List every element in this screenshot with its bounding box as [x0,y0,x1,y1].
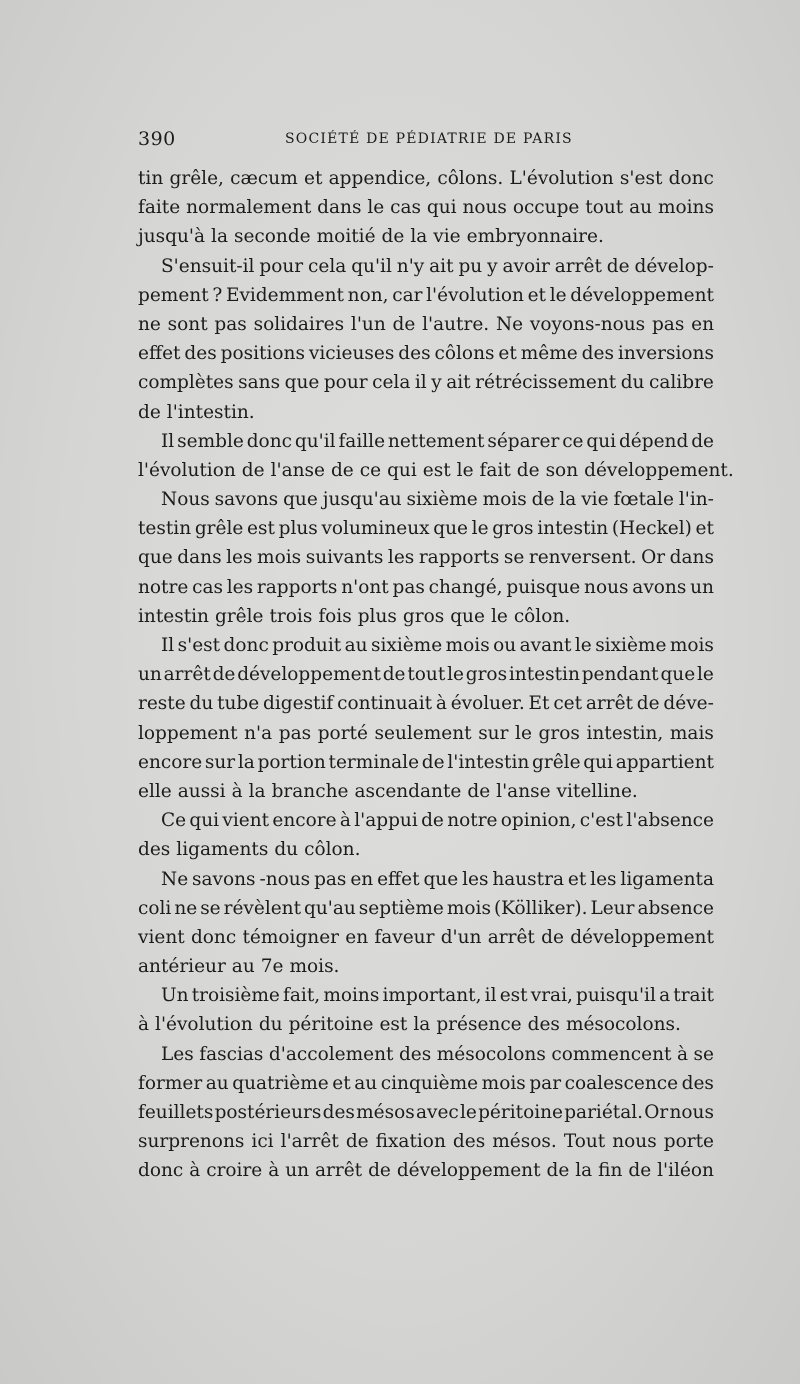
text-line: à l'évolution du péritoine est la présence des mésocolons. [138,1014,681,1036]
page-number: 390 [138,128,176,150]
text-line: S'ensuit-il pour cela qu'il n'y ait pu y avoir arrêt de dévelop- [161,255,714,277]
text-line: pement ? Evidemment non, car l'évolution et le développement [138,284,714,306]
text-line: des ligaments du côlon. [138,839,361,861]
text-line: de l'intestin. [138,401,255,423]
text-line: coli ne se révèlent qu'au septième mois (Kölliker). Leur absence [138,897,714,919]
text-line: complètes sans que pour cela il y ait rétrécissement du calibre [138,372,714,394]
text-line: Ne savons -nous pas en effet que les haustra et les ligamenta [161,868,714,890]
text-line: tin grêle, cæcum et appendice, côlons. L'évolution s'est donc [138,168,714,189]
text-line: Les fascias d'accolement des mésocolons commencent à se [161,1043,714,1065]
text-line: former au quatrième et au cinquième mois par coalescence des [138,1072,714,1094]
text-line: Ce qui vient encore à l'appui de notre opinion, c'est l'absence [161,810,714,832]
text-line: notre cas les rapports n'ont pas changé, puisque nous avons un [138,576,714,598]
text-line: antérieur au 7e mois. [138,956,340,978]
text-line: Nous savons que jusqu'au sixième mois de la vie fœtale l'in- [161,489,714,511]
text-line: elle aussi à la branche ascendante de l'anse vitelline. [138,780,638,802]
running-title: SOCIÉTÉ DE PÉDIATRIE DE PARIS [285,131,573,147]
text-line: faite normalement dans le cas qui nous occupe tout au moins [138,197,714,219]
text-line: un arrêt de développement de tout le gros intestin pendant que le [138,664,714,686]
text-line: surprenons ici l'arrêt de fixation des mésos. Tout nous porte [138,1131,714,1153]
text-line: reste du tube digestif continuait à évoluer. Et cet arrêt de déve- [138,693,714,715]
text-line: que dans les mois suivants les rapports se renversent. Or dans [138,547,714,569]
text-line: jusqu'à la seconde moitié de la vie embryonnaire. [138,226,604,248]
text-line: Un troisième fait, moins important, il est vrai, puisqu'il a trait [161,985,714,1007]
text-line: effet des positions vicieuses des côlons et même des inversions [138,343,714,365]
text-line: ne sont pas solidaires l'un de l'autre. Ne voyons-nous pas en [138,313,714,335]
body-text [138,164,734,1186]
text-line: donc à croire à un arrêt de développement de la fin de l'iléon [138,1160,714,1182]
text-line: encore sur la portion terminale de l'intestin grêle qui appartient [138,751,714,773]
text-line: feuillets postérieurs des mésos avec le péritoine pariétal. Or nous [138,1102,714,1123]
text-line: Il semble donc qu'il faille nettement séparer ce qui dépend de [161,430,714,452]
text-line: l'évolution de l'anse de ce qui est le fait de son développement. [138,459,734,481]
text-line: vient donc témoigner en faveur d'un arrêt de développement [138,926,714,948]
page-header [138,128,714,152]
text-line: testin grêle est plus volumineux que le gros intestin (Heckel) et [138,518,714,540]
text-line: loppement n'a pas porté seulement sur le gros intestin, mais [138,722,714,744]
text-line: Il s'est donc produit au sixième mois ou avant le sixième mois [161,635,714,656]
text-line: intestin grêle trois fois plus gros que le côlon. [138,605,571,627]
